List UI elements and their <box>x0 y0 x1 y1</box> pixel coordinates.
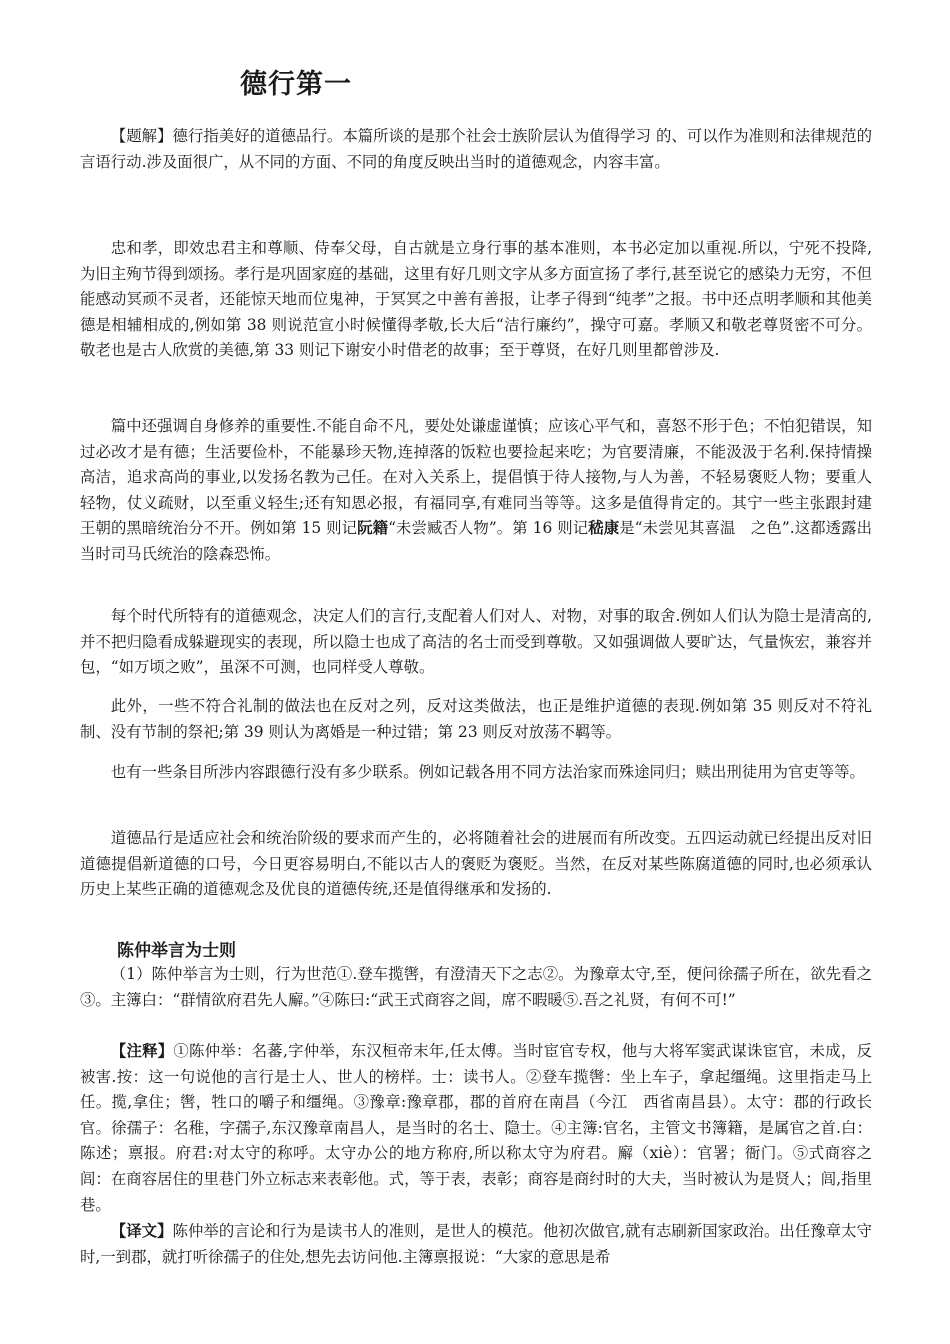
paragraph-text: 是“未尝见其喜温 之色”.这都透露出当时司马氏统治的陰森恐怖。 <box>80 519 872 563</box>
paragraph-ritual: 此外，一些不符合礼制的做法也在反对之列，反对这类做法，也正是维护道德的表现.例如第 35 则反对不符礼制、没有节制的祭祀;第 39 则认为离婚是一种过错；第 23 则反对放荡不羁等。 <box>80 697 872 741</box>
name-ruan-ji: 阮籍 <box>357 519 389 538</box>
section-heading: 陈仲举言为士则 <box>117 941 236 961</box>
paragraph-conclusion: 道德品行是适应社会和统治阶级的要求而产生的，必将随着社会的进展而有所改变。五四运动就已经提出反对旧道德提倡新道德的口号，今日更容易明白,不能以古人的褒贬为褒贬。当然，在反对某些陈腐道德的同时,也必须承认历史上某些正确的道德观念及优良的道德传统,还是值得继承和发扬的. <box>80 829 872 899</box>
paragraph-intro: 【题解】德行指美好的道德品行。本篇所谈的是那个社会士族阶层认为值得学习 的、可以作为准则和法律规范的言语行动.涉及面很广，从不同的方面、不同的角度反映出当时的道德观念，内容丰富。 <box>80 127 872 171</box>
section-original-text: （1）陈仲举言为士则，行为世范①.登车揽辔，有澄清天下之志②。为豫章太守,至，便问徐孺子所在，欲先看之③。主簿白：“群情欲府君先人廨。”④陈曰:“武王式商容之闾，席不暇暖⑤.吾之礼贤，有何不可!” <box>80 965 872 1009</box>
paragraph-text: “未尝臧否人物”。第 16 则记 <box>388 519 589 538</box>
page-title: 德行第一 <box>240 69 352 100</box>
translation-text: 陈仲举的言论和行为是读书人的准则，是世人的模范。他初次做官,就有志刷新国家政治。出任豫章太守时,一到郡，就打听徐孺子的住处,想先去访问他.主簿禀报说：“大家的意思是希 <box>80 1222 872 1266</box>
name-ji-kang: 嵇康 <box>588 519 620 538</box>
notes-text: ①陈仲举：名蕃,字仲举，东汉桓帝末年,任太傅。当时宦官专权，他与大将军窦武谋诛宦官，未成，反被害.按：这一句说他的言行是士人、世人的榜样。士：读书人。②登车揽辔：坐上车子，拿起缰绳。这里指走马上任。揽,拿住；辔，牲口的嚼子和缰绳。③豫章:豫章郡，郡的首府在南昌（今江 西省南昌县）。太守：郡的行政长官。徐孺子：名稚，字孺子,东汉豫章南昌人，是当时的名士、隐士。④主簿:官名，主管文书簿籍，是属官之首.白：陈述；禀报。府君:对太守的称呼。太守办公的地方称府,所以称太守为府君。廨（xiè）：官署；衙门。⑤式商容之闾：在商容居住的里巷门外立标志来表彰他。式，等于表，表彰；商容是商纣时的大夫，当时被认为是贤人；闾,指里巷。 <box>80 1042 872 1214</box>
translation-label: 【译文】 <box>110 1222 173 1240</box>
paragraph-text: 篇中还强调自身修养的重要性.不能自命不凡，要处处谦虚谨慎；应该心平气和，喜怒不形于色；不怕犯错误，知过必改才是有德；生活要俭朴，不能暴珍天物,连掉落的饭粒也要捡起来吃；为官要清廉，不能汲汲于名利.保持情操高洁，追求高尚的事业,以发扬名教为己任。在对入关系上，提倡慎于待人接物,与人为善，不轻易褒贬人物；要重人轻物，仗义疏财，以至重义轻生;还有知恩必报，有福同享,有难同当等等。这多是值得肯定的。其宁一些主张跟封建王朝的黑暗统治分不开。例如第 15 则记 <box>80 417 872 538</box>
section-notes <box>80 1039 872 1218</box>
paragraph-era-morals: 每个时代所特有的道德观念，决定人们的言行,支配着人们对人、对物，对事的取舍.例如人们认为隐士是清高的,并不把归隐看成躲避现实的表现，所以隐士也成了高洁的名士而受到尊敬。又如强调做人要旷达，气量恢宏，兼容并包，“如万顷之败”，虽深不可测，也同样受人尊敬。 <box>80 607 872 677</box>
section-translation <box>80 1219 872 1270</box>
paragraph-unrelated: 也有一些条目所涉内容跟德行没有多少联系。例如记载各用不同方法治家而殊途同归；赎出刑徒用为官吏等等。 <box>110 763 865 781</box>
paragraph-self-cultivation <box>80 414 872 568</box>
paragraph-loyalty-filial: 忠和孝，即效忠君主和尊顺、侍奉父母，自古就是立身行事的基本准则，本书必定加以重视.所以，宁死不投降,为旧主殉节得到颂扬。孝行是巩固家庭的基础，这里有好几则文字从多方面宣扬了孝行,甚至说它的感染力无穷，不但能感动冥顽不灵者，还能惊天地而位鬼神，于冥冥之中善有善报，让孝子得到“纯孝”之报。书中还点明孝顺和其他美德是相辅相成的,例如第 38 则说范宣小时候懂得孝敬,长大后“洁行廉约”，操守可嘉。孝顺又和敬老尊贤密不可分。敬老也是古人欣赏的美德,第 33 则记下谢安小时借老的故事；至于尊贤，在好几则里都曾涉及. <box>80 239 872 360</box>
notes-label: 【注释】 <box>110 1042 174 1060</box>
